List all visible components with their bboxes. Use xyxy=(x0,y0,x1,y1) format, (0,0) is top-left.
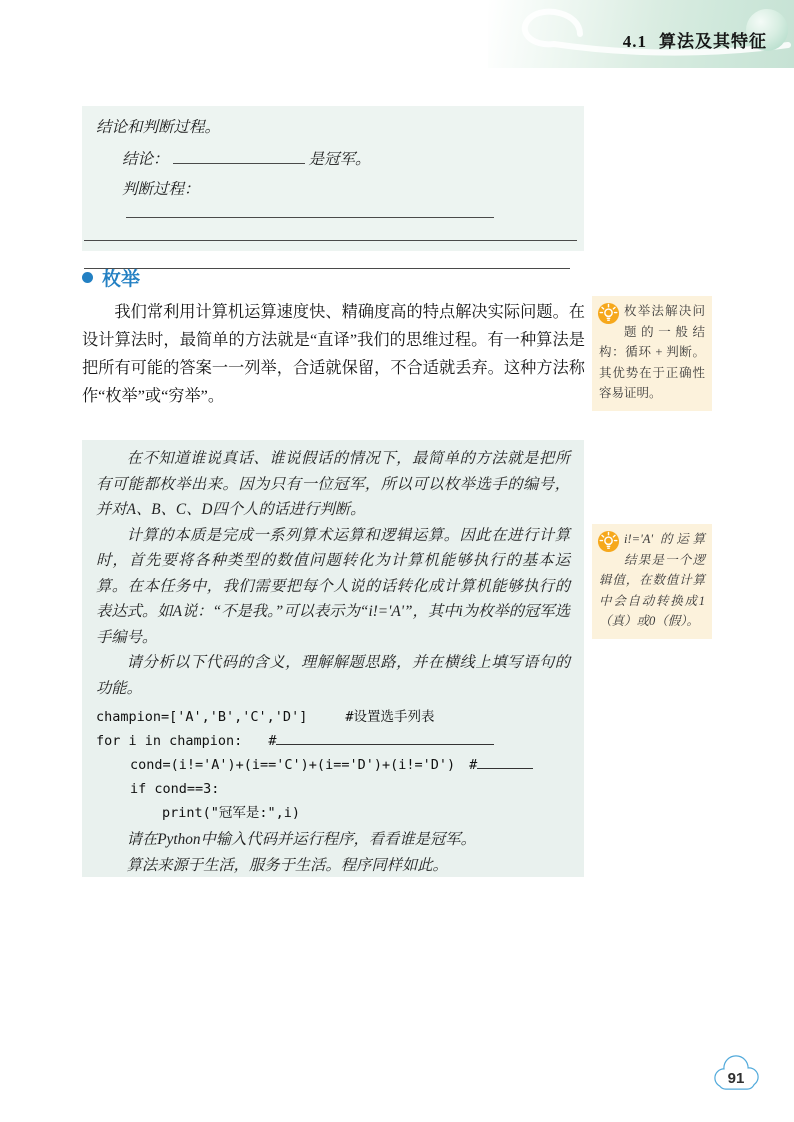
task-paragraph-2: 计算的本质是完成一系列算术运算和逻辑运算。因此在进行计算时，首先要将各种类型的数值问题转化为计算机能够执行的基本运算。在本任务中，我们需要把每个人说的话转化成计算机能够执行的表达式。如A说：“不是我。”可以表示为“i!='A'”，其中i为枚举的冠军选手编号。 xyxy=(96,526,570,646)
conclusion-intro: 结论和判断过程。 xyxy=(96,119,221,136)
answer-blank xyxy=(84,240,577,241)
margin-note-text: 枚举法解决问题的一般结构：循环 + 判断。其优势在于正确性容易证明。 xyxy=(599,304,705,400)
code-comment: # xyxy=(268,733,277,749)
page-number: 91 xyxy=(727,1070,745,1087)
margin-note-text: i!='A' 的运算结果是一个逻辑值，在数值计算中会自动转换成1（真）或0（假）。 xyxy=(599,532,705,628)
code-text: print("冠军是:",i) xyxy=(162,805,301,821)
section-heading-enumeration xyxy=(82,264,140,291)
process-label: 判断过程： xyxy=(122,181,200,198)
header-band xyxy=(488,0,794,68)
lightbulb-icon xyxy=(597,302,620,325)
intro-paragraph: 我们常利用计算机运算速度快、精确度高的特点解决实际问题。在设计算法时，最简单的方法就是“直译”我们的思维过程。有一种算法是把所有可能的答案一一列举，合适就保留，不合适就丢弃。这种方法称作“枚举”或“穷举”。 xyxy=(82,303,585,405)
task-paragraph-3: 请分析以下代码的含义，理解解题思路，并在横线上填写语句的功能。 xyxy=(96,654,570,697)
answer-blank xyxy=(84,268,570,269)
code-text: if cond==3: xyxy=(130,781,220,797)
code-line-3 xyxy=(96,753,570,777)
answer-blank xyxy=(126,202,494,218)
task-paragraph-1: 在不知道谁说真话、谁说假话的情况下，最简单的方法就是把所有可能都枚举出来。因为只有一位冠军，所以可以枚举选手的编号，并对A、B、C、D四个人的话进行判断。 xyxy=(96,450,570,518)
code-block xyxy=(96,705,570,825)
code-line-5 xyxy=(96,801,570,825)
margin-note-2 xyxy=(592,524,712,639)
code-comment: # xyxy=(469,757,478,773)
code-line-2 xyxy=(96,729,570,753)
conclusion-label: 结论： xyxy=(122,151,169,168)
section-number: 4.1 xyxy=(622,32,647,51)
bullet-icon xyxy=(82,272,93,283)
answer-blank xyxy=(276,731,494,745)
answer-blank xyxy=(477,755,533,769)
conclusion-suffix: 是冠军。 xyxy=(308,151,371,168)
section-title: 算法及其特征 xyxy=(659,32,767,51)
conclusion-line xyxy=(122,148,570,172)
task-paragraph-4: 请在Python中输入代码并运行程序，看看谁是冠军。 xyxy=(126,831,476,848)
answer-blank xyxy=(173,148,305,164)
process-line xyxy=(122,178,570,226)
page-number-cloud xyxy=(710,1050,762,1096)
code-comment: #设置选手列表 xyxy=(345,709,435,725)
code-line-1 xyxy=(96,705,570,729)
task-paragraph-5: 算法来源于生活，服务于生活。程序同样如此。 xyxy=(126,856,448,874)
section-header xyxy=(623,27,767,52)
lightbulb-icon xyxy=(597,530,620,553)
code-text: champion=['A','B','C','D'] xyxy=(96,709,308,725)
code-line-4 xyxy=(96,777,570,801)
code-text: for i in champion: xyxy=(96,733,243,749)
section-heading-label: 枚举 xyxy=(102,269,141,290)
task-box xyxy=(82,440,584,877)
code-text: cond=(i!='A')+(i=='C')+(i=='D')+(i!='D') xyxy=(130,757,456,773)
conclusion-box xyxy=(82,106,584,251)
margin-note-1 xyxy=(592,296,712,411)
